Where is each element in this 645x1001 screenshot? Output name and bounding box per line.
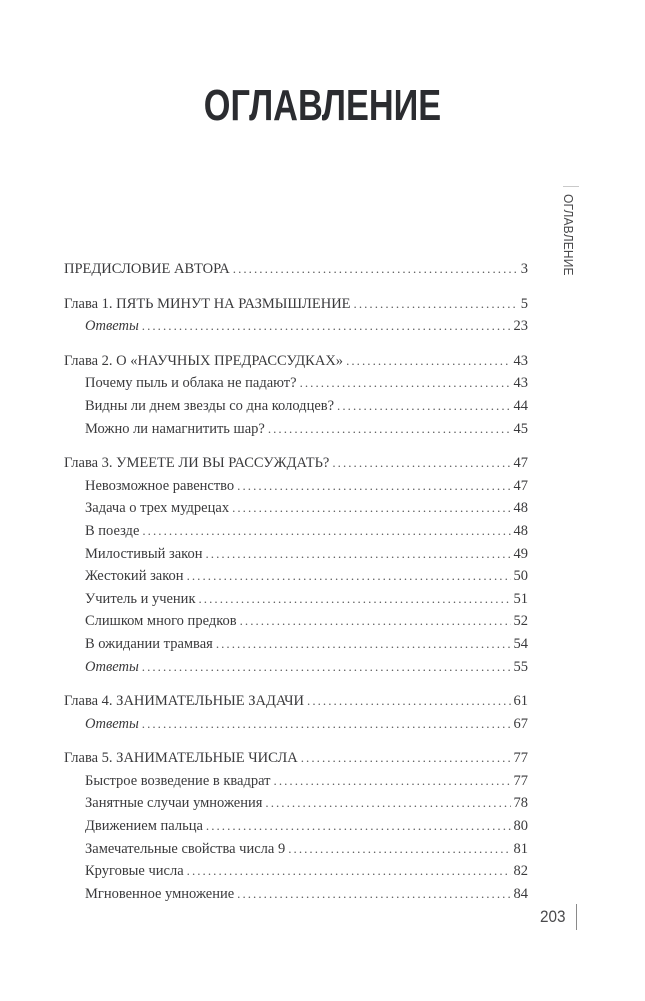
toc-entry-title: ПРЕДИСЛОВИЕ АВТОРА <box>64 261 230 277</box>
dot-leader <box>337 395 510 418</box>
toc-subentry[interactable] <box>64 372 528 395</box>
toc-entry-title: Круговые числа <box>85 863 184 880</box>
toc-subentry[interactable] <box>64 713 528 736</box>
toc-subentry[interactable] <box>64 565 528 588</box>
toc-subentry[interactable] <box>64 610 528 633</box>
dot-leader <box>206 543 511 566</box>
toc-entry-page-number: 77 <box>513 750 528 767</box>
toc-entry-page-number: 81 <box>513 840 528 857</box>
toc-entry-page-number: 44 <box>513 397 528 414</box>
toc-subentry[interactable] <box>64 475 528 498</box>
toc-entry-title: Замечательные свойства числа 9 <box>85 840 286 857</box>
toc-entry-title: Мгновенное умножение <box>85 885 235 902</box>
dot-leader <box>142 520 510 543</box>
toc-entry-title: Занятные случаи умножения <box>85 795 263 812</box>
toc-entry-page-number: 50 <box>513 568 528 585</box>
dot-leader <box>232 497 510 520</box>
toc-entry-title: Видны ли днем звезды со дна колодцев? <box>85 397 335 414</box>
side-tab-divider <box>563 186 579 187</box>
toc-entry-page-number: 52 <box>513 613 528 630</box>
toc-subentry[interactable] <box>64 543 528 566</box>
dot-leader <box>199 588 511 611</box>
toc-chapter-entry[interactable] <box>64 747 528 770</box>
toc-entry-title: Почему пыль и облака не падают? <box>85 375 297 392</box>
dot-leader <box>307 690 510 713</box>
toc-subentry[interactable] <box>64 770 528 793</box>
toc-subentry[interactable] <box>64 860 528 883</box>
dot-leader <box>237 475 510 498</box>
toc-subentry[interactable] <box>64 497 528 520</box>
toc-entry-page-number: 48 <box>513 500 528 517</box>
toc-subentry[interactable] <box>64 883 528 906</box>
toc-entry-title: Можно ли намагнитить шар? <box>85 420 265 437</box>
dot-leader <box>187 565 511 588</box>
toc-entry-page-number: 51 <box>513 590 528 607</box>
toc-chapter-entry[interactable] <box>64 350 528 373</box>
dot-leader <box>237 883 510 906</box>
toc-subentry[interactable] <box>64 418 528 441</box>
toc-subentry[interactable] <box>64 633 528 656</box>
toc-entry-title: Движением пальца <box>85 818 203 835</box>
toc-entry-page-number: 43 <box>513 352 528 369</box>
dot-leader <box>346 350 510 373</box>
dot-leader <box>216 633 511 656</box>
toc-entry-title: В ожидании трамвая <box>85 635 213 652</box>
toc-entry-title: Глава 3. УМЕЕТЕ ЛИ ВЫ РАССУЖДАТЬ? <box>64 455 330 472</box>
toc-entry-title: Глава 5. ЗАНИМАТЕЛЬНЫЕ ЧИСЛА <box>64 750 298 767</box>
toc-entry-title: Учитель и ученик <box>85 590 196 607</box>
dot-leader <box>268 418 511 441</box>
toc-entry-title: Быстрое возведение в квадрат <box>85 772 271 789</box>
dot-leader <box>274 770 511 793</box>
toc-entry-title: Ответы <box>85 658 139 675</box>
toc-subentry[interactable] <box>64 520 528 543</box>
toc-entry-title: Задача о трех мудрецах <box>85 500 230 517</box>
toc-entry-title: Слишком много предков <box>85 613 237 630</box>
toc-entry-page-number: 67 <box>513 715 528 732</box>
side-tab-label: ОГЛАВЛЕНИЕ <box>561 194 576 276</box>
side-section-tab <box>561 186 587 296</box>
toc-entry-title: В поезде <box>85 522 140 539</box>
toc-entry-title: Глава 4. ЗАНИМАТЕЛЬНЫЕ ЗАДАЧИ <box>64 693 305 710</box>
toc-entry-page-number: 84 <box>513 885 528 902</box>
toc-subentry[interactable] <box>64 395 528 418</box>
toc-entry-title: Ответы <box>85 715 139 732</box>
dot-leader <box>354 293 518 316</box>
toc-entry-page-number: 23 <box>513 318 528 335</box>
toc-entry-title: Милостивый закон <box>85 545 203 562</box>
dot-leader <box>332 452 510 475</box>
toc-entry-page-number: 48 <box>513 522 528 539</box>
toc-chapter-entry[interactable] <box>64 293 528 316</box>
toc-entry-page-number: 77 <box>513 772 528 789</box>
toc-entry-page-number: 55 <box>513 658 528 675</box>
dot-leader <box>288 838 510 861</box>
dot-leader <box>142 713 511 736</box>
toc-entry-page-number: 47 <box>513 455 528 472</box>
toc-entry-page-number: 47 <box>513 477 528 494</box>
toc-chapter-entry[interactable] <box>64 452 528 475</box>
toc-entry-title: Жестокий закон <box>85 568 184 585</box>
toc-chapter-entry[interactable] <box>64 258 528 281</box>
dot-leader <box>187 860 511 883</box>
toc-entry-page-number: 45 <box>513 420 528 437</box>
toc-entry-title: Невозможное равенство <box>85 477 235 494</box>
toc-entry-page-number: 80 <box>513 818 528 835</box>
toc-subentry[interactable] <box>64 588 528 611</box>
toc-entry-page-number: 43 <box>513 375 528 392</box>
toc-entry-page-number: 82 <box>513 863 528 880</box>
toc-subentry[interactable] <box>64 656 528 679</box>
dot-leader <box>206 815 511 838</box>
toc-subentry[interactable] <box>64 838 528 861</box>
dot-leader <box>265 792 510 815</box>
toc-entry-page-number: 61 <box>513 693 528 710</box>
toc-entry-page-number: 5 <box>520 295 528 312</box>
table-of-contents <box>64 258 528 905</box>
dot-leader <box>233 258 518 281</box>
toc-subentry[interactable] <box>64 792 528 815</box>
dot-leader <box>240 610 511 633</box>
dot-leader <box>301 747 511 770</box>
page-number: 203 <box>540 907 566 926</box>
toc-entry-page-number: 54 <box>513 635 528 652</box>
dot-leader <box>300 372 511 395</box>
toc-chapter-entry[interactable] <box>64 690 528 713</box>
toc-entry-title: Глава 2. О «НАУЧНЫХ ПРЕДРАССУДКАХ» <box>64 352 344 369</box>
page-number-divider <box>576 904 577 930</box>
page-title: ОГЛАВЛЕНИЕ <box>203 81 442 130</box>
toc-entry-title: Глава 1. ПЯТЬ МИНУТ НА РАЗМЫШЛЕНИЕ <box>64 295 351 312</box>
dot-leader <box>142 656 511 679</box>
toc-subentry[interactable] <box>64 815 528 838</box>
toc-entry-title: Ответы <box>85 318 139 335</box>
toc-entry-page-number: 78 <box>513 795 528 812</box>
toc-subentry[interactable] <box>64 315 528 338</box>
toc-entry-page-number: 3 <box>520 261 528 277</box>
dot-leader <box>142 315 511 338</box>
toc-entry-page-number: 49 <box>513 545 528 562</box>
